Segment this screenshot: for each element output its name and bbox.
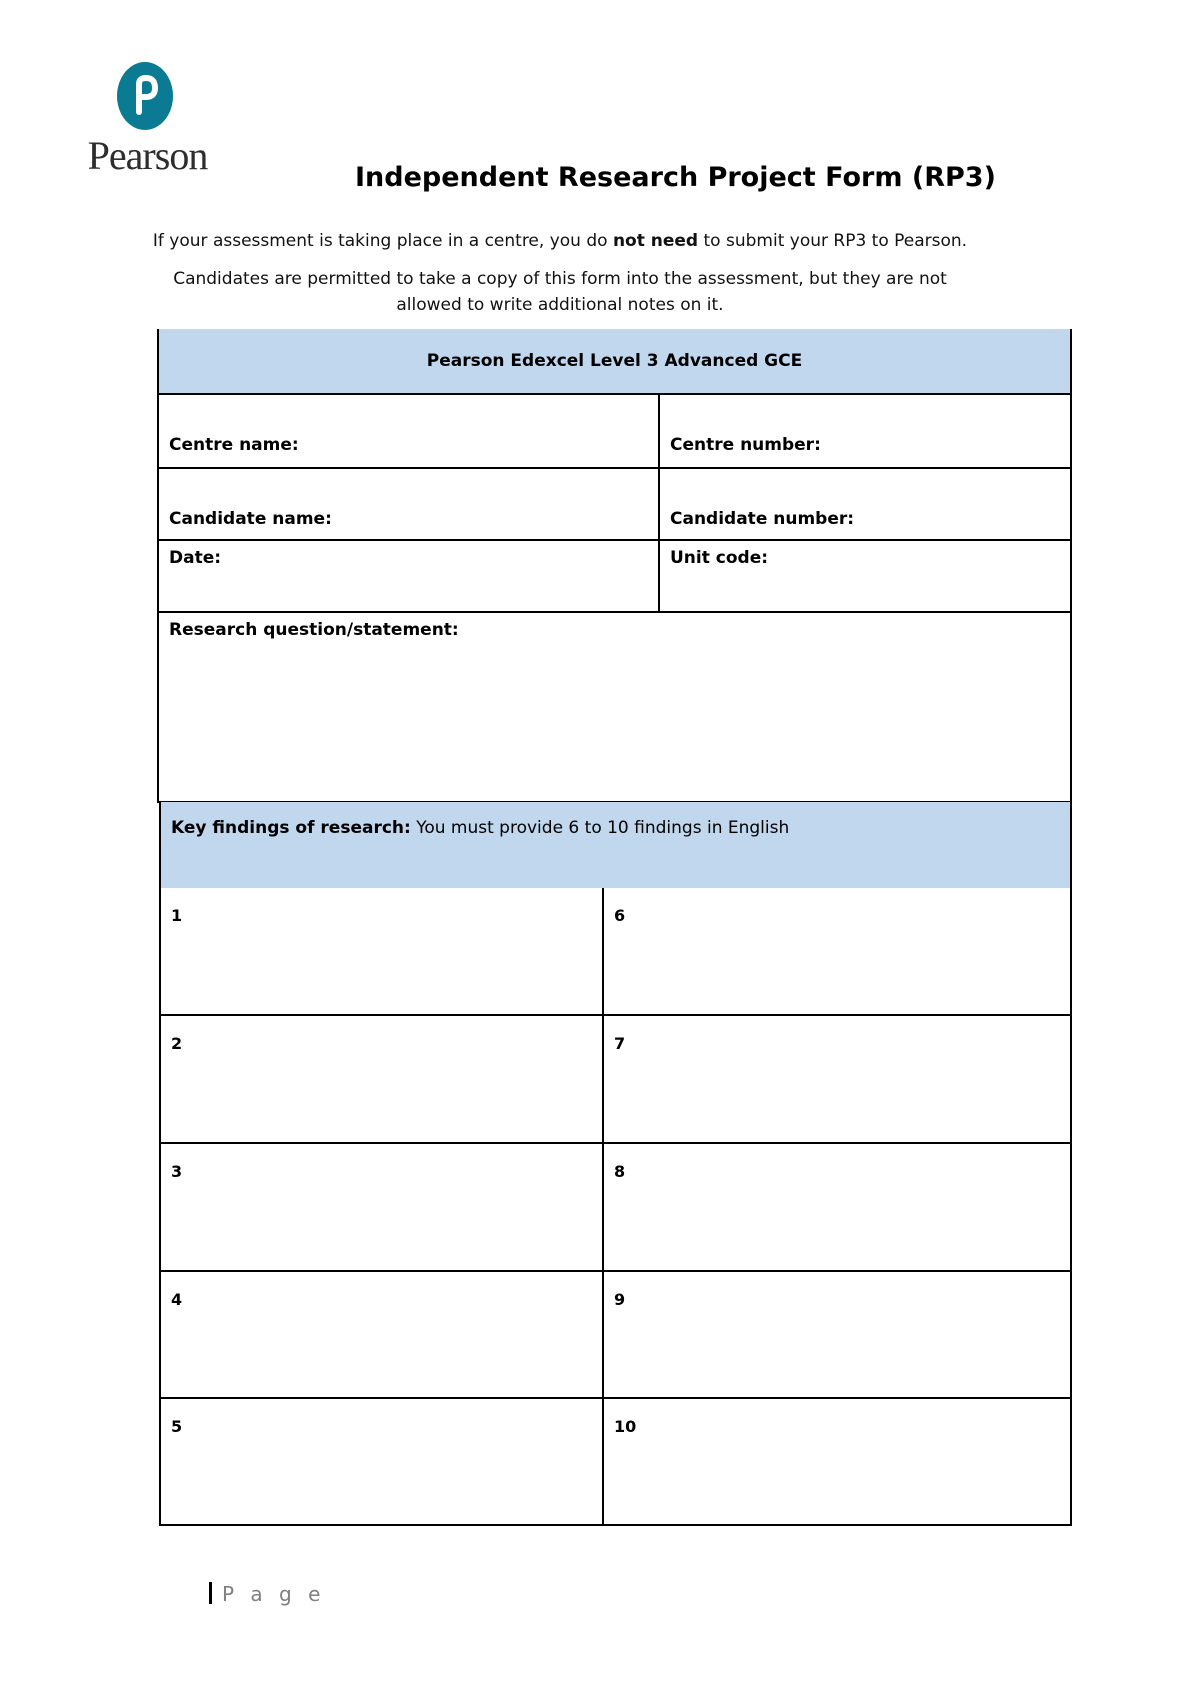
findings-row — [161, 1399, 1070, 1526]
candidate-details-form — [157, 329, 1072, 803]
key-findings-header: Key findings of research: You must provide 6 to 10 findings in English — [161, 802, 1070, 888]
page-label: P a g e — [222, 1582, 326, 1606]
footer-divider — [209, 1582, 212, 1604]
qualification-header: Pearson Edexcel Level 3 Advanced GCE — [159, 329, 1070, 395]
page-footer — [209, 1582, 325, 1606]
finding-cell[interactable]: 4 — [161, 1272, 604, 1397]
pearson-wordmark: Pearson — [87, 133, 208, 178]
finding-cell[interactable]: 1 — [161, 888, 604, 1014]
findings-row — [161, 1144, 1070, 1272]
intro-line-2: Candidates are permitted to take a copy of this form into the assessment, but they are not allowed to write additional notes on it. — [173, 269, 947, 315]
candidate-name-field[interactable]: Candidate name: — [159, 469, 660, 539]
finding-cell[interactable]: 6 — [614, 906, 626, 925]
finding-cell[interactable]: 5 — [161, 1399, 604, 1524]
finding-cell[interactable]: 2 — [161, 1016, 604, 1142]
finding-cell[interactable]: 9 — [614, 1290, 626, 1309]
form-row-date — [159, 541, 1070, 613]
form-row-centre — [159, 395, 1070, 469]
centre-number-field[interactable]: Centre number: — [670, 435, 821, 455]
findings-row — [161, 1272, 1070, 1399]
intro-line-1: If your assessment is taking place in a centre, you do not need to submit your RP3 to Pearson. — [152, 231, 968, 251]
finding-cell[interactable]: 10 — [614, 1417, 637, 1436]
form-row-candidate — [159, 469, 1070, 541]
research-question-field[interactable]: Research question/statement: — [159, 613, 1070, 803]
centre-name-field[interactable]: Centre name: — [159, 395, 660, 467]
pearson-logo — [80, 60, 215, 178]
findings-row — [161, 1016, 1070, 1144]
candidate-number-field[interactable]: Candidate number: — [670, 509, 855, 529]
key-findings-table — [159, 802, 1072, 1526]
date-field[interactable]: Date: — [159, 541, 660, 611]
finding-cell[interactable]: 8 — [614, 1162, 626, 1181]
pearson-logo-icon — [117, 62, 173, 130]
finding-cell[interactable]: 7 — [614, 1034, 626, 1053]
unit-code-field[interactable]: Unit code: — [670, 548, 769, 568]
finding-cell[interactable]: 3 — [161, 1144, 604, 1270]
page-title: Independent Research Project Form (RP3) — [355, 162, 996, 193]
findings-row — [161, 888, 1070, 1016]
